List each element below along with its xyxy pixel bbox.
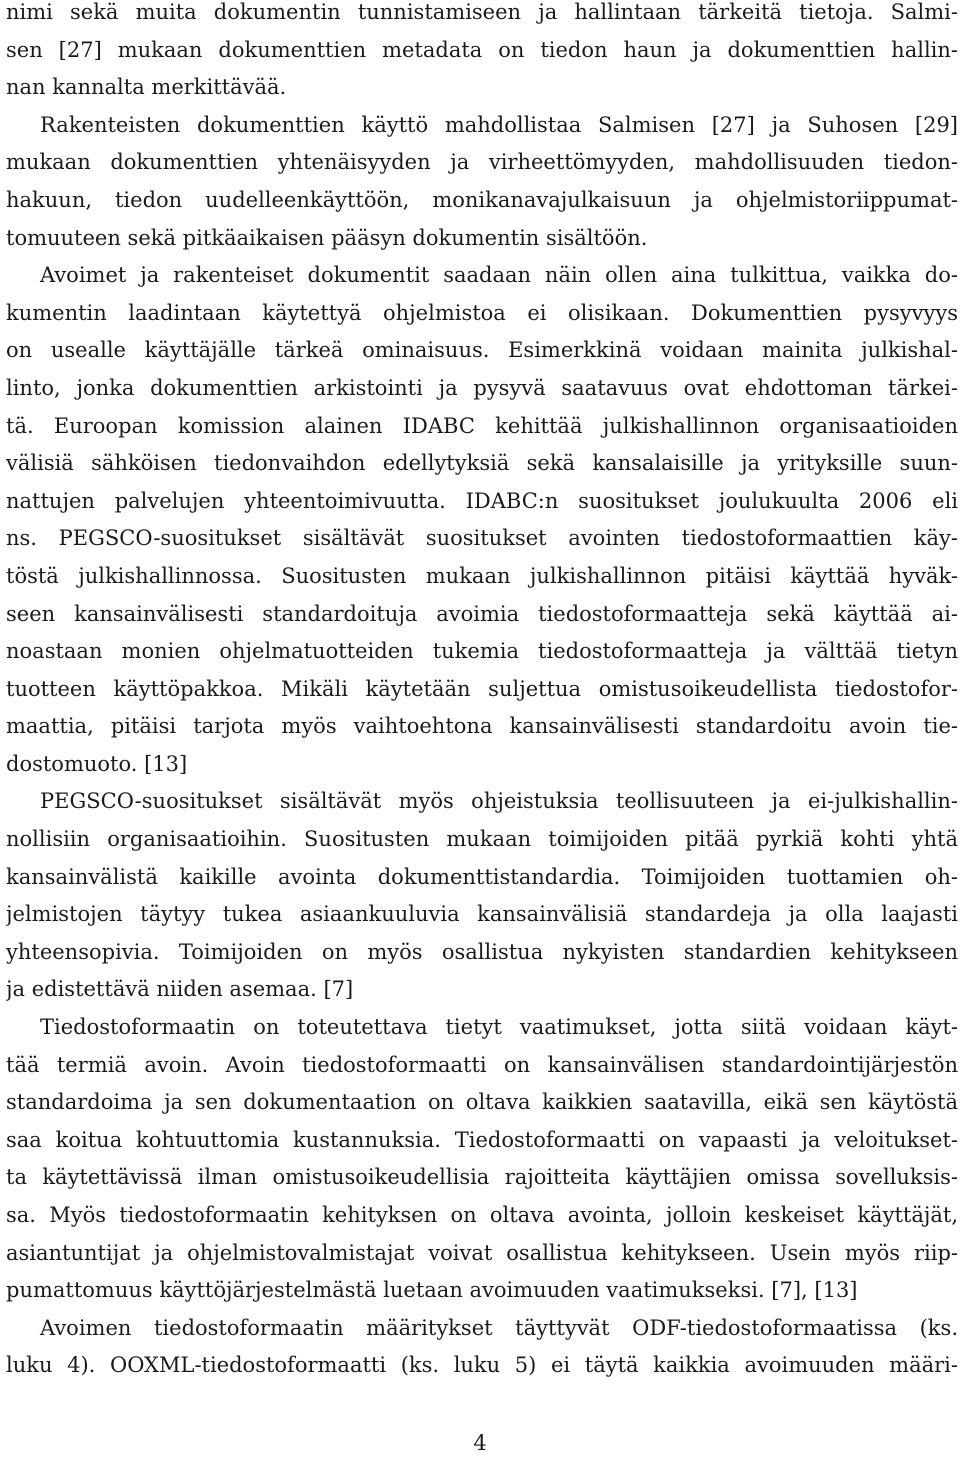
text-line: kumentin laadintaan käytettyä ohjelmistoa ei olisikaan. Dokumenttien pysyvyys bbox=[6, 300, 958, 325]
text-line: Avoimen tiedostoformaatin määritykset täyttyvät ODF-tiedostoformaatissa (ks. bbox=[40, 1315, 958, 1340]
text-line: välisiä sähköisen tiedonvaihdon edellytyksiä sekä kansalaisille ja yrityksille suun- bbox=[6, 451, 958, 476]
text-line: nan kannalta merkittävää. bbox=[6, 75, 287, 100]
text-line: jelmistojen täytyy tukea asiaankuuluvia kansainvälisiä standardeja ja olla laajasti bbox=[6, 902, 958, 927]
text-line: on usealle käyttäjälle tärkeä ominaisuus. Esimerkkinä voidaan mainita julkishal- bbox=[6, 338, 958, 363]
text-line: pumattomuus käyttöjärjestelmästä luetaan avoimuuden vaatimukseksi. [7], [13] bbox=[6, 1278, 858, 1303]
text-line: töstä julkishallinnossa. Suositusten mukaan julkishallinnon pitäisi käyttää hyväk- bbox=[6, 563, 958, 588]
text-line: ta käytettävissä ilman omistusoikeudellisia rajoitteita käyttäjien omissa sovelluksis- bbox=[6, 1165, 958, 1190]
text-line: tä. Euroopan komission alainen IDABC kehittää julkishallinnon organisaatioiden bbox=[6, 413, 958, 438]
text-line: Avoimet ja rakenteiset dokumentit saadaan näin ollen aina tulkittua, vaikka do- bbox=[40, 263, 958, 288]
text-line: tuotteen käyttöpakkoa. Mikäli käytetään suljettua omistusoikeudellista tiedostofor- bbox=[6, 676, 958, 701]
text-line: nimi sekä muita dokumentin tunnistamiseen ja hallintaan tärkeitä tietoja. Salmi- bbox=[6, 0, 958, 24]
text-line: nollisiin organisaatioihin. Suositusten mukaan toimijoiden pitää pyrkiä kohti yhtä bbox=[6, 827, 958, 852]
body-text bbox=[6, 0, 958, 1385]
page-number: 4 bbox=[473, 1431, 487, 1455]
text-line: ja edistettävä niiden asemaa. [7] bbox=[6, 977, 354, 1002]
text-line: Rakenteisten dokumenttien käyttö mahdollistaa Salmisen [27] ja Suhosen [29] bbox=[40, 112, 958, 137]
text-line: sa. Myös tiedostoformaatin kehityksen on oltava avointa, jolloin keskeiset käyttäjät, bbox=[6, 1203, 958, 1227]
text-line: standardoima ja sen dokumentaation on oltava kaikkien saatavilla, eikä sen käytöstä bbox=[6, 1090, 958, 1115]
text-line: PEGSCO-suositukset sisältävät myös ohjeistuksia teollisuuteen ja ei-julkishallin- bbox=[40, 789, 958, 814]
text-line: dostomuoto. [13] bbox=[6, 751, 188, 776]
text-line: tää termiä avoin. Avoin tiedostoformaatti on kansainvälisen standardointijärjestön bbox=[6, 1052, 958, 1077]
text-line: yhteensopivia. Toimijoiden on myös osallistua nykyisten standardien kehitykseen bbox=[6, 939, 958, 964]
text-line: tomuuteen sekä pitkäaikaisen pääsyn dokumentin sisältöön. bbox=[6, 225, 648, 250]
text-line: sen [27] mukaan dokumenttien metadata on tiedon haun ja dokumenttien hallin- bbox=[6, 37, 958, 62]
text-line: ns. PEGSCO-suositukset sisältävät suositukset avointen tiedostoformaattien käy- bbox=[6, 526, 958, 551]
text-line: hakuun, tiedon uudelleenkäyttöön, monikanavajulkaisuun ja ohjelmistoriippumat- bbox=[6, 187, 958, 212]
text-line: maattia, pitäisi tarjota myös vaihtoehtona kansainvälisesti standardoitu avoin tie- bbox=[6, 714, 958, 739]
text-line: noastaan monien ohjelmatuotteiden tukemia tiedostoformaatteja ja välttää tietyn bbox=[6, 639, 958, 664]
text-line: saa koitua kohtuuttomia kustannuksia. Tiedostoformaatti on vapaasti ja veloitukset- bbox=[6, 1127, 958, 1152]
text-line: asiantuntijat ja ohjelmistovalmistajat voivat osallistua kehitykseen. Usein myös riip- bbox=[6, 1240, 958, 1265]
text-line: kansainvälistä kaikille avointa dokumenttistandardia. Toimijoiden tuottamien oh- bbox=[6, 864, 958, 889]
text-line: nattujen palvelujen yhteentoimivuutta. IDABC:n suositukset joulukuulta 2006 eli bbox=[6, 488, 958, 513]
text-line: Tiedostoformaatin on toteutettava tietyt vaatimukset, jotta siitä voidaan käyt- bbox=[40, 1015, 958, 1040]
text-line: mukaan dokumenttien yhtenäisyyden ja virheettömyyden, mahdollisuuden tiedon- bbox=[6, 150, 958, 175]
text-line: seen kansainvälisesti standardoituja avoimia tiedostoformaatteja sekä käyttää ai- bbox=[6, 601, 958, 626]
text-line: linto, jonka dokumenttien arkistointi ja pysyvä saatavuus ovat ehdottoman tärkei- bbox=[6, 375, 958, 400]
text-line: luku 4). OOXML-tiedostoformaatti (ks. luku 5) ei täytä kaikkia avoimuuden määri- bbox=[6, 1353, 958, 1378]
